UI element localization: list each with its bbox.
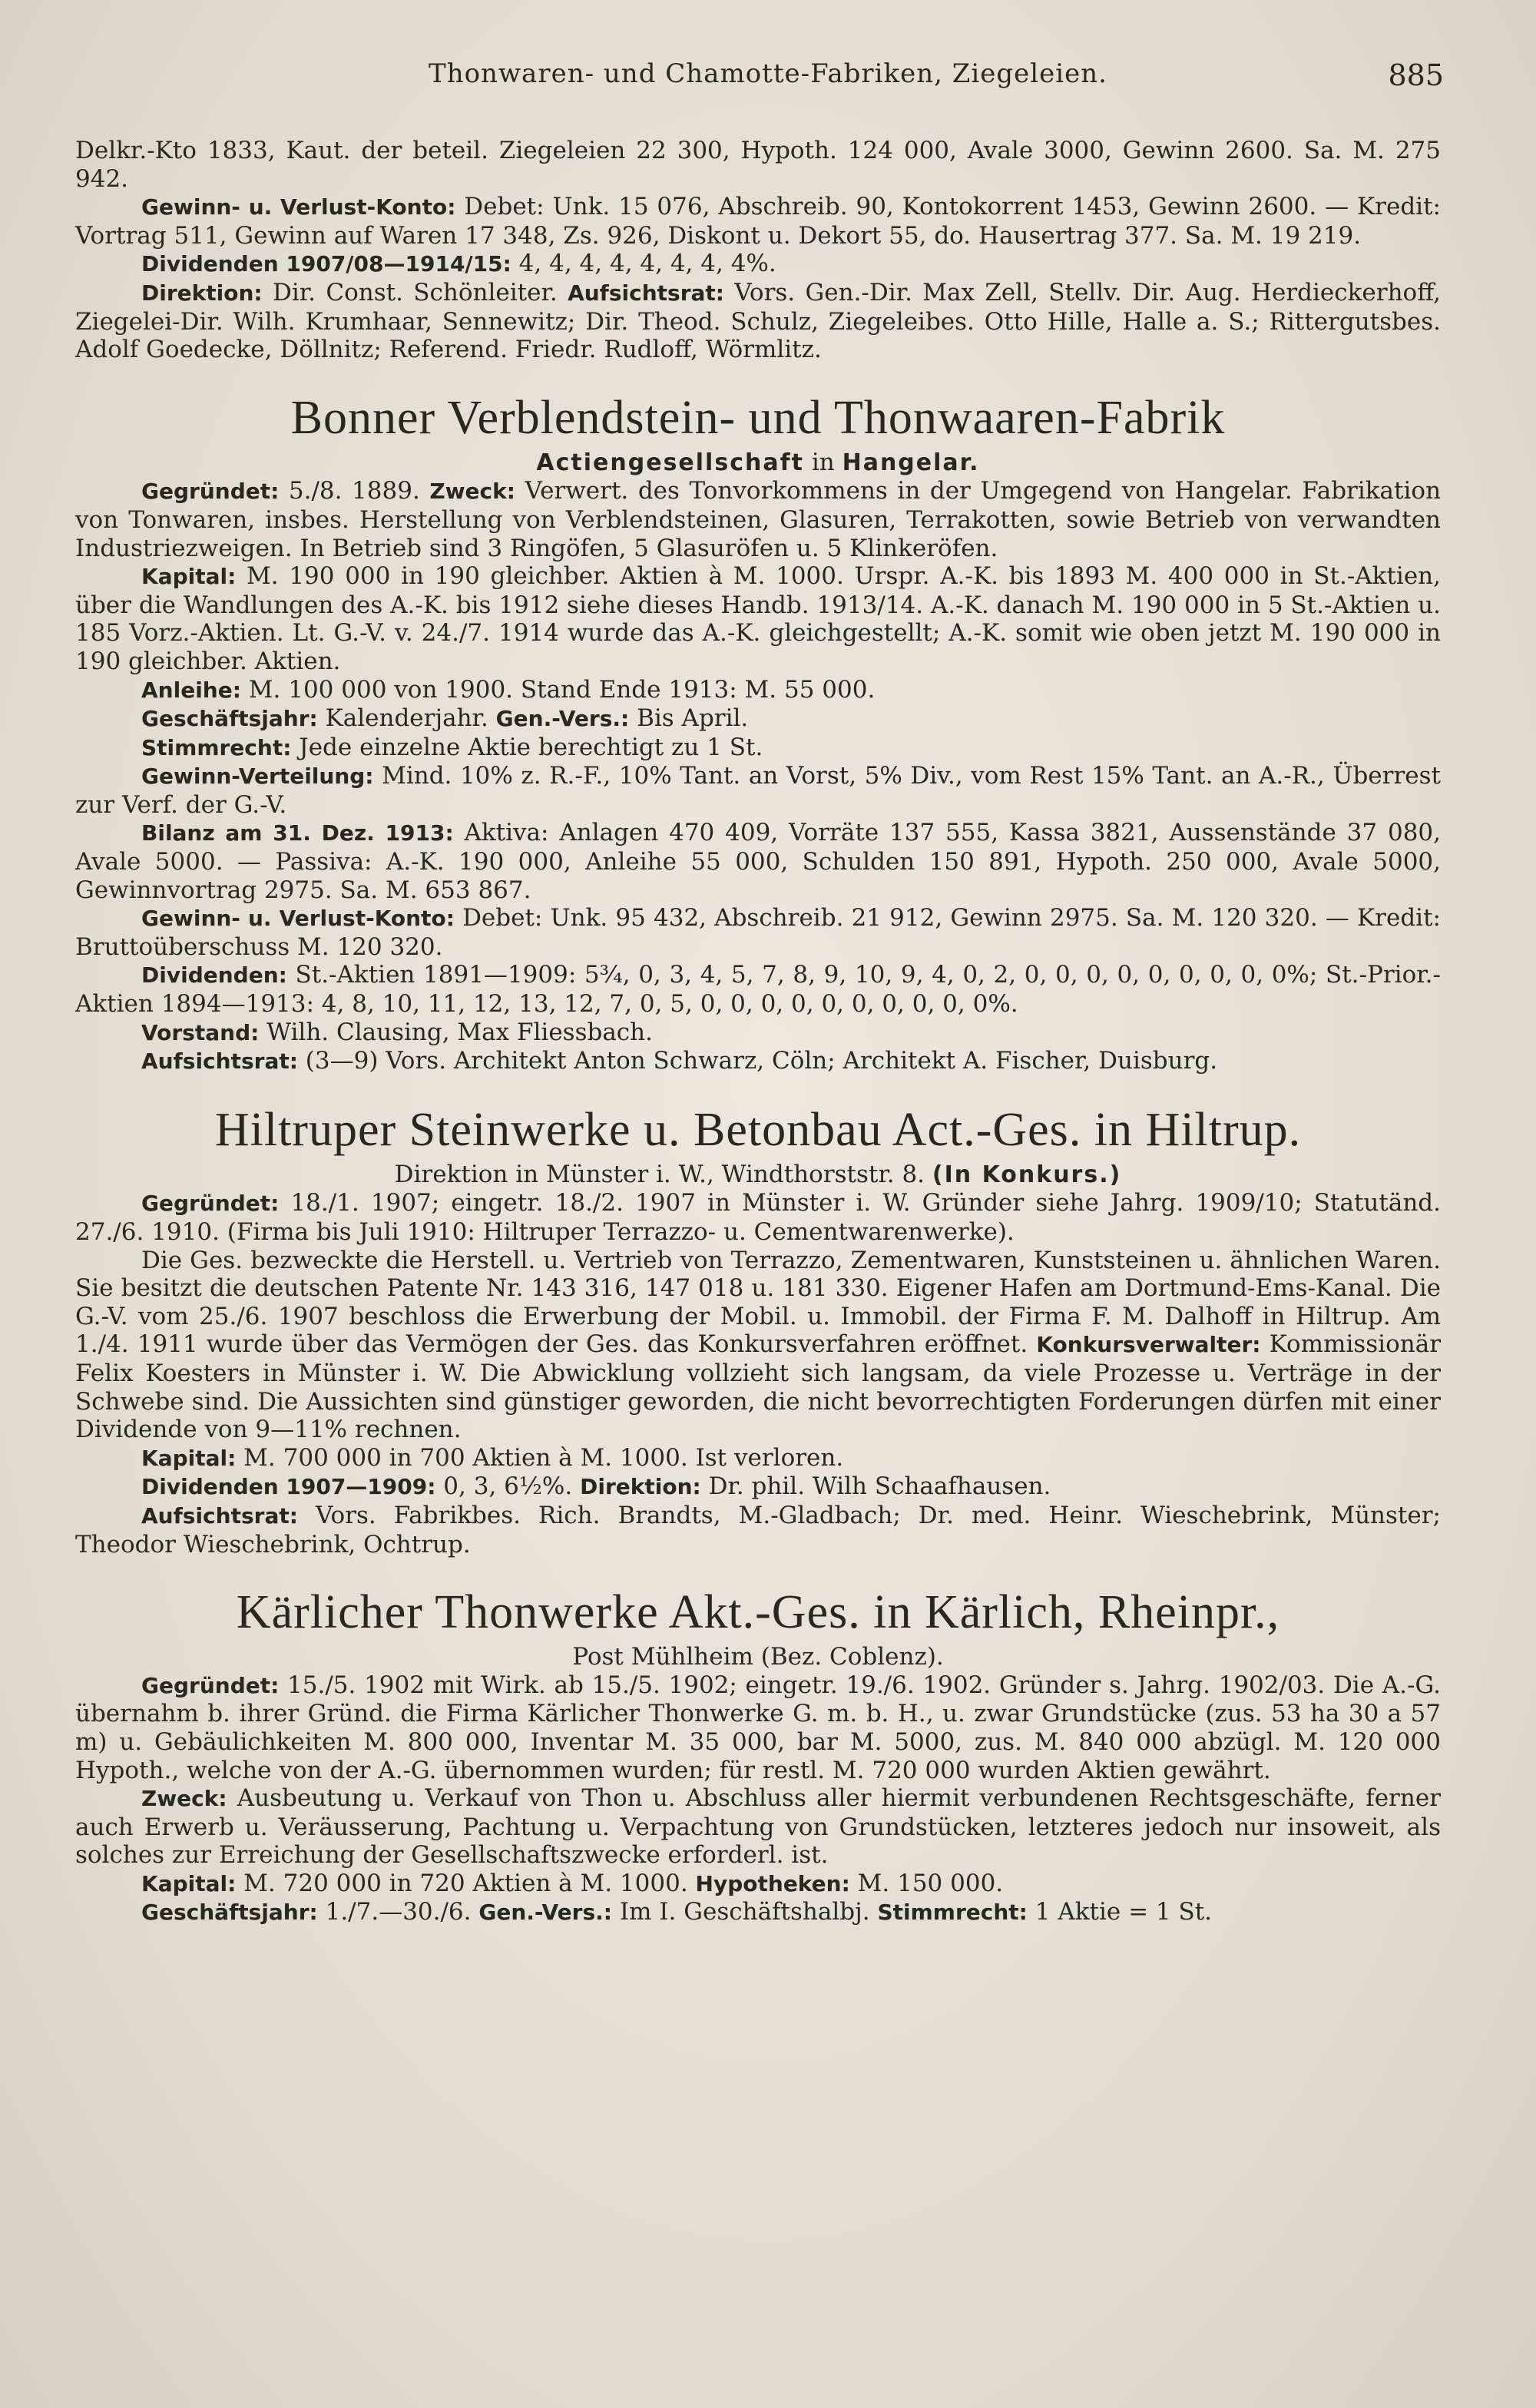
prev-dividenden <box>75 250 1441 279</box>
bonner-kapital <box>75 562 1441 675</box>
bonner-dividenden <box>75 961 1441 1018</box>
kaerlicher-zweck-label: Zweck: <box>141 1786 227 1812</box>
hiltruper-ar-label: Aufsichtsrat: <box>141 1502 298 1529</box>
hiltruper-ar-text: Vors. Fabrikbes. Rich. Brandts, M.-Gladbach; Dr. med. Heinr. Wieschebrink, Münster; Theodor Wieschebrink, Ochtrup. <box>75 1501 1441 1558</box>
bonner-bilanz-text: Aktiva: Anlagen 470 409, Vorräte 137 555, Kassa 3821, Aussenstände 37 080, Avale 5000. — Passiva: A.-K. 190 000, Anleihe 55 000, Schulden 150 891, Hypoth. 250 000, Avale 5000, Gewinnvortrag 2975. Sa. M. 653 867. <box>75 819 1441 904</box>
hiltruper-body <box>75 1247 1441 1444</box>
hiltruper-kapital <box>75 1444 1441 1473</box>
hiltruper-body-1: Die Ges. bezweckte die Herstell. u. Vertrieb von Terrazzo, Zementwaren, Kunststeinen u. ähnlichen Waren. Sie besitzt die deutschen Patente Nr. 143 316, 147 018 u. 181 330. Eigener Hafen am Dortmund-Ems-Kanal. Die G.-V. vom 25./6. 1907 beschloss die Erwerbung der Mobil. u. Immobil. der Firma F. M. Dalhoff in Hiltrup. Am 1./4. 1911 wurde über das Vermögen der Ges. das Konkursverfahren eröffnet. <box>75 1246 1441 1359</box>
bonner-anleihe <box>75 676 1441 705</box>
hiltruper-kv-label: Konkursverwalter: <box>1036 1332 1261 1358</box>
bonner-stimmrecht <box>75 734 1441 763</box>
bonner-ar-label: Aufsichtsrat: <box>141 1048 298 1075</box>
prev-dir-label: Direktion: <box>141 280 263 306</box>
prev-guv-text: Debet: Unk. 15 076, Abschreib. 90, Kontokorrent 1453, Gewinn 2600. — Kredit: Vortrag 511, Gewinn auf Waren 17 348, Zs. 926, Diskont u. Dekort 55, do. Hausertrag 377. Sa. M. 19 219. <box>75 193 1441 250</box>
bonner-anleihe-text: M. 100 000 von 1900. Stand Ende 1913: M. 55 000. <box>248 675 876 704</box>
kaerlicher-gegr-text: 15./5. 1902 mit Wirk. ab 15./5. 1902; eingetr. 19./6. 1902. Gründer s. Jahrg. 1902/03. Die A.-G. übernahm b. ihrer Gründ. die Firma Kärlicher Thonwerke G. m. b. H., u. zwar Grundstücke (zus. 53 ha 30 a 57 m) u. Gebäulichkeiten M. 800 000, Inventar M. 35 000, bar M. 5000, zus. M. 840 000 abzügl. M. 120 000 Hypoth., welche von der A.-G. übernommen wurden; für restl. M. 720 000 wurden Aktien gewährt. <box>75 1671 1441 1784</box>
bonner-gewv-text: Mind. 10% z. R.-F., 10% Tant. an Vorst, 5% Div., vom Rest 15% Tant. an A.-R., Überrest zur Verf. der G.-V. <box>75 762 1441 819</box>
hiltruper-gegruendet <box>75 1189 1441 1246</box>
kaerlicher-kapital-label: Kapital: <box>141 1870 237 1896</box>
bonner-stimm-text: Jede einzelne Aktie berechtigt zu 1 St. <box>299 733 763 761</box>
kaerlicher-zweck-text: Ausbeutung u. Verkauf von Thon u. Abschluss aller hiermit verbundenen Rechtsgeschäfte, ferner auch Erwerb u. Veräusserung, Pachtung u. Verpachtung von Grundstücken, letzteres jedoch nur insoweit, als solches zur Erreichung der Gesellschaftszwecke erforderl. ist. <box>75 1784 1441 1870</box>
kaerlicher-gegr-label: Gegründet: <box>141 1672 280 1698</box>
bonner-gewinn-verteilung <box>75 762 1441 819</box>
prev-ar-text: Vors. Gen.-Dir. Max Zell, Stellv. Dir. Aug. Herdieckerhoff, Ziegelei-Dir. Wilh. Krumhaar, Sennewitz; Dir. Theod. Schulz, Ziegeleibes. Otto Hille, Halle a. S.; Rittergutsbes. Adolf Goedecke, Döllnitz; Referend. Friedr. Rudloff, Wörmlitz. <box>75 278 1441 364</box>
bonner-gj-label: Geschäftsjahr: <box>141 706 318 732</box>
prev-direktion <box>75 279 1441 364</box>
hiltruper-dir-text: Dr. phil. Wilh Schaafhausen. <box>708 1472 1051 1501</box>
bonner-div-label: Dividenden: <box>141 962 287 989</box>
hiltruper-kapital-text: M. 700 000 in 700 Aktien à M. 1000. Ist verloren. <box>243 1443 844 1472</box>
running-header <box>0 58 1536 104</box>
bonner-vorstand-label: Vorstand: <box>141 1019 260 1045</box>
company-title-hiltruper: Hiltruper Steinwerke u. Betonbau Act.-Ges. in Hiltrup. <box>214 1103 1302 1156</box>
bonner-gegr-label: Gegründet: <box>141 479 280 505</box>
hiltruper-gegr-text: 18./1. 1907; eingetr. 18./2. 1907 in Münster i. W. Gründer siehe Jahrg. 1909/10; Statutänd. 27./6. 1910. (Firma bis Juli 1910: Hiltruper Terrazzo- u. Cementwarenwerke). <box>75 1189 1441 1246</box>
text-column <box>75 137 1441 1927</box>
bonner-kapital-text: M. 190 000 in 190 gleichber. Aktien à M. 1000. Urspr. A.-K. bis 1893 M. 400 000 in St.-Aktien, über die Wandlungen des A.-K. bis 1912 siehe dieses Handb. 1913/14. A.-K. danach M. 190 000 in 5 St.-Aktien u. 185 Vorz.-Aktien. Lt. G.-V. v. 24./7. 1914 wurde das A.-K. gleichgestellt; A.-K. somit wie oben jetzt M. 190 000 in 190 gleichber. Aktien. <box>75 562 1442 675</box>
bonner-geschaeftsjahr <box>75 704 1441 734</box>
prev-bilanz-tail: Delkr.-Kto 1833, Kaut. der beteil. Ziegeleien 22 300, Hypoth. 124 000, Avale 3000, Gewinn 2600. Sa. M. 275 942. <box>75 137 1441 193</box>
bonner-zweck-text: Verwert. des Tonvorkommens in der Umgegend von Hangelar. Fabrikation von Tonwaren, insbes. Herstellung von Verblendsteinen, Glasuren, Terrakotten, sowie Betrieb von verwandten Industriezweigen. In Betrieb sind 3 Ringöfen, 5 Glasuröfen u. 5 Klinkeröfen. <box>75 477 1442 562</box>
bonner-vorstand <box>75 1019 1441 1048</box>
kaerlicher-kapital-text: M. 720 000 in 720 Aktien à M. 1000. <box>243 1869 688 1897</box>
hiltruper-div-label: Dividenden 1907—1909: <box>141 1474 436 1500</box>
prev-dir-text: Dir. Const. Schönleiter. <box>272 278 558 306</box>
bonner-subtitle <box>75 449 1441 478</box>
prev-ar-label: Aufsichtsrat: <box>568 280 724 306</box>
bonner-sub-in: in <box>811 448 835 476</box>
bonner-gegr-text: 5./8. 1889. <box>288 477 420 505</box>
bonner-kapital-label: Kapital: <box>141 564 237 590</box>
prev-guv <box>75 193 1441 250</box>
prev-guv-label: Gewinn- u. Verlust-Konto: <box>141 194 456 220</box>
kaerlicher-gj-text: 1./7.—30./6. <box>325 1898 472 1926</box>
bonner-gegruendet <box>75 477 1441 562</box>
kaerlicher-zweck <box>75 1784 1441 1870</box>
kaerlicher-gj-label: Geschäftsjahr: <box>141 1900 318 1926</box>
hiltruper-sub-bold: (In Konkurs.) <box>932 1161 1122 1188</box>
bonner-guv <box>75 904 1441 961</box>
bonner-gv-label: Gen.-Vers.: <box>495 706 630 732</box>
kaerlicher-subtitle: Post Mühlheim (Bez. Coblenz). <box>572 1643 944 1671</box>
hiltruper-dividenden <box>75 1472 1441 1502</box>
header-title: Thonwaren- und Chamotte-Fabriken, Ziegeleien. <box>429 58 1107 89</box>
hiltruper-subtitle <box>75 1161 1441 1190</box>
bonner-aufsichtsrat <box>75 1047 1441 1076</box>
hiltruper-sub-text: Direktion in Münster i. W., Windthorststr. 8. <box>394 1160 925 1188</box>
bonner-bilanz <box>75 819 1441 904</box>
bonner-sub-b: Hangelar. <box>842 449 980 476</box>
bonner-stimm-label: Stimmrecht: <box>141 734 292 760</box>
kaerlicher-hyp-label: Hypotheken: <box>695 1870 850 1896</box>
hiltruper-aufsichtsrat <box>75 1502 1441 1558</box>
hiltruper-body-2: Kommissionär Felix Koesters in Münster i. W. Die Abwicklung vollzieht sich langsam, da viele Prozesse u. Verträge in der Schwebe sind. Die Aussichten sind günstiger geworden, die nicht bevorrechtigten Forderungen dürfen mit einer Dividende von 9—11% rechnen. <box>75 1330 1442 1444</box>
prev-div-label: Dividenden 1907/08—1914/15: <box>141 251 511 277</box>
kaerlicher-gv-text: Im I. Geschäftshalbj. <box>619 1898 870 1926</box>
bonner-zweck-label: Zweck: <box>429 479 515 505</box>
company-title-kaerlicher: Kärlicher Thonwerke Akt.-Ges. in Kärlich, Rheinpr., <box>236 1586 1280 1639</box>
bonner-ar-text: (3—9) Vors. Architekt Anton Schwarz, Cöln; Architekt A. Fischer, Duisburg. <box>305 1047 1218 1075</box>
bonner-guv-text: Debet: Unk. 95 432, Abschreib. 21 912, Gewinn 2975. Sa. M. 120 320. — Kredit: Bruttoüberschuss M. 120 320. <box>75 904 1441 961</box>
bonner-gv-text: Bis April. <box>637 704 749 733</box>
hiltruper-div-text: 0, 3, 6½%. <box>443 1472 573 1501</box>
page-number: 885 <box>1388 58 1444 92</box>
kaerlicher-hyp-text: M. 150 000. <box>857 1869 1004 1897</box>
bonner-sub-a: Actiengesellschaft <box>536 449 804 476</box>
kaerlicher-stimm-text: 1 Aktie = 1 St. <box>1034 1898 1213 1926</box>
hiltruper-dir-label: Direktion: <box>580 1474 701 1500</box>
hiltruper-kapital-label: Kapital: <box>141 1445 237 1471</box>
bonner-gewv-label: Gewinn-Verteilung: <box>141 763 374 790</box>
bonner-div-text: St.-Aktien 1891—1909: 5¾, 0, 3, 4, 5, 7, 8, 9, 10, 9, 4, 0, 2, 0, 0, 0, 0, 0, 0, 0, 0, 0%; St.-Prior.-Aktien 1894—1913: 4, 8, 10, 11, 12, 13, 12, 7, 0, 5, 0, 0, 0, 0, 0, 0, 0, 0, 0, 0%. <box>75 961 1442 1019</box>
bonner-gj-text: Kalenderjahr. <box>325 704 488 733</box>
kaerlicher-gv-label: Gen.-Vers.: <box>478 1900 612 1926</box>
prev-div-text: 4, 4, 4, 4, 4, 4, 4, 4%. <box>518 250 776 278</box>
hiltruper-gegr-label: Gegründet: <box>141 1191 280 1217</box>
bonner-vorstand-text: Wilh. Clausing, Max Fliessbach. <box>266 1018 653 1046</box>
bonner-guv-label: Gewinn- u. Verlust-Konto: <box>141 906 455 932</box>
bonner-anleihe-label: Anleihe: <box>141 677 241 703</box>
bonner-bilanz-label: Bilanz am 31. Dez. 1913: <box>141 820 454 846</box>
company-title-bonner: Bonner Verblendstein- und Thonwaaren-Fabrik <box>290 391 1226 444</box>
kaerlicher-kapital <box>75 1870 1441 1899</box>
kaerlicher-geschaeftsjahr <box>75 1898 1441 1927</box>
kaerlicher-stimm-label: Stimmrecht: <box>877 1900 1028 1926</box>
kaerlicher-gegruendet <box>75 1671 1441 1784</box>
